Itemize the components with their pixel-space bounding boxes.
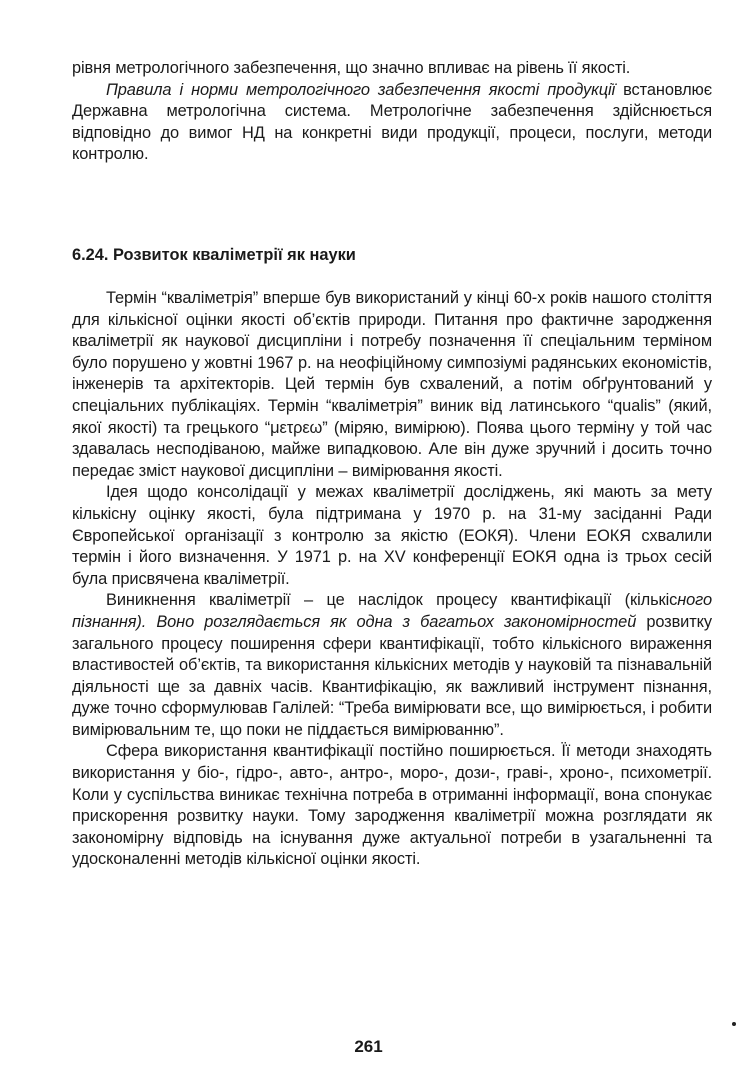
paragraph-quantification-start: Виникнення кваліметрії – це наслідок процесу квантифікації (кількіс xyxy=(106,591,678,610)
top-text-block xyxy=(72,58,712,166)
paragraph-rules-rest: встановлює Державна метрологічна система. Метрологічне забезпечення здійснюється відповідно до вимог НД на конкретні види продукції, процеси, послуги, методи контролю. xyxy=(72,80,712,164)
section-heading: 6.24. Розвиток кваліметрії як науки xyxy=(72,246,356,264)
paragraph-term-history: Термін “кваліметрія” вперше був використаний у кінці 60-х років нашого століття для кількісної оцінки якості об’єктів природи. Питання про фактичне зародження кваліметрії як наукової дисципліни і потребу позначення її спеціальним терміном було порушено у жовтні 1967 р. на неофіційному симпозіумі радянських економістів, інженерів та архітекторів. Цей термін був схвалений, а потім обґрунтований у спеціальних публікаціях. Термін “кваліметрія” виник від латинського “qualis” (який, якої якості) та грецького “μετρεω” (міряю, вимірюю). Поява цього терміну у той час здавалась несподіваною, майже випадковою. Але він дуже зручний і досить точно передає зміст наукової дисципліни – вимірювання якості. xyxy=(72,289,712,480)
paragraph-quantification xyxy=(72,590,712,741)
page-number: 261 xyxy=(354,1037,383,1056)
paragraph-quantification-rest: розвитку загального процесу поширення сфери квантифікації, тобто кількісного вираження властивостей об’єктів, та використання кількісних методів у науковій та пізнавальній діяльності ще за давніх часів. Квантифікацію, як важливий інструмент пізнання, дуже точно сформулював Галілей: “Треба вимірювати все, що вимірюється, і робити вимірювальним те, що поки не піддається вимірюванню”. xyxy=(72,612,712,739)
paragraph-rules-italic: Правила і норми метрологічного забезпечення якості продукції xyxy=(106,80,616,99)
paragraph-rules xyxy=(72,80,712,166)
body-text-block xyxy=(72,288,712,871)
paragraph-scope: Сфера використання квантифікації постійно поширюється. Її методи знаходять використання у біо-, гідро-, авто-, антро-, моро-, дози-, граві-, хроно-, психометрії. Коли у суспільства виникає технічна потреба в отриманні інформації, вона спонукає прискорення розвитку науки. Тому зародження кваліметрії можна розглядати як закономірну відповідь на існування дуже актуальної потреби в узагальненні та удосконаленні методів кількісної оцінки якості. xyxy=(72,742,712,869)
scan-dot-mark xyxy=(732,1022,736,1026)
paragraph-consolidation: Ідея щодо консолідації у межах кваліметрії досліджень, які мають за мету кількісну оцінку якості, була підтримана у 1970 р. на 31-му засіданні Ради Європейської організації з контролю за якістю (ЕОКЯ). Члени ЕОКЯ схвалили термін і його визначення. У 1971 р. на XV конференції ЕОКЯ одна із трьох сесій була присвячена кваліметрії. xyxy=(72,483,712,588)
paragraph-quantification-italic: ного пізнання). Воно розглядається як одна з багатьох закономірностей xyxy=(72,591,712,631)
paragraph-continuation: рівня метрологічного забезпечення, що значно впливає на рівень її якості. xyxy=(72,59,631,77)
